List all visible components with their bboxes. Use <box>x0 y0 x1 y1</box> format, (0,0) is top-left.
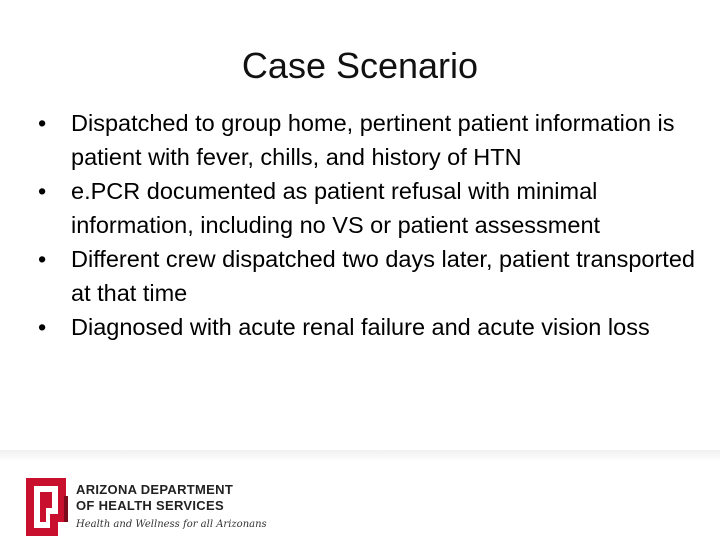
org-tagline: Health and Wellness for all Arizonans <box>76 519 267 530</box>
bullet-list <box>38 106 698 344</box>
slide-title: Case Scenario <box>241 45 479 86</box>
bullet-text: e.PCR documented as patient refusal with minimal information, including no VS or patient assessment <box>71 178 601 238</box>
bullet-dot: • <box>38 178 47 204</box>
bullet-dot: • <box>38 246 47 272</box>
bullet-dot: • <box>38 314 47 340</box>
bullet-dot: • <box>38 110 47 136</box>
bullet-text: Dispatched to group home, pertinent patient information is patient with fever, chills, and history of HTN <box>71 110 675 170</box>
arizona-state-shape-icon <box>24 476 70 538</box>
bullet-item <box>38 310 698 344</box>
bullet-text: Different crew dispatched two days later, patient transported at that time <box>71 246 695 306</box>
bullet-item <box>38 106 698 174</box>
bullet-text: Diagnosed with acute renal failure and acute vision loss <box>71 314 650 340</box>
org-name-line-2: OF HEALTH SERVICES <box>76 498 224 513</box>
bullet-item <box>38 174 698 242</box>
bullet-item <box>38 242 698 310</box>
org-name-line-1: ARIZONA DEPARTMENT <box>76 482 234 497</box>
